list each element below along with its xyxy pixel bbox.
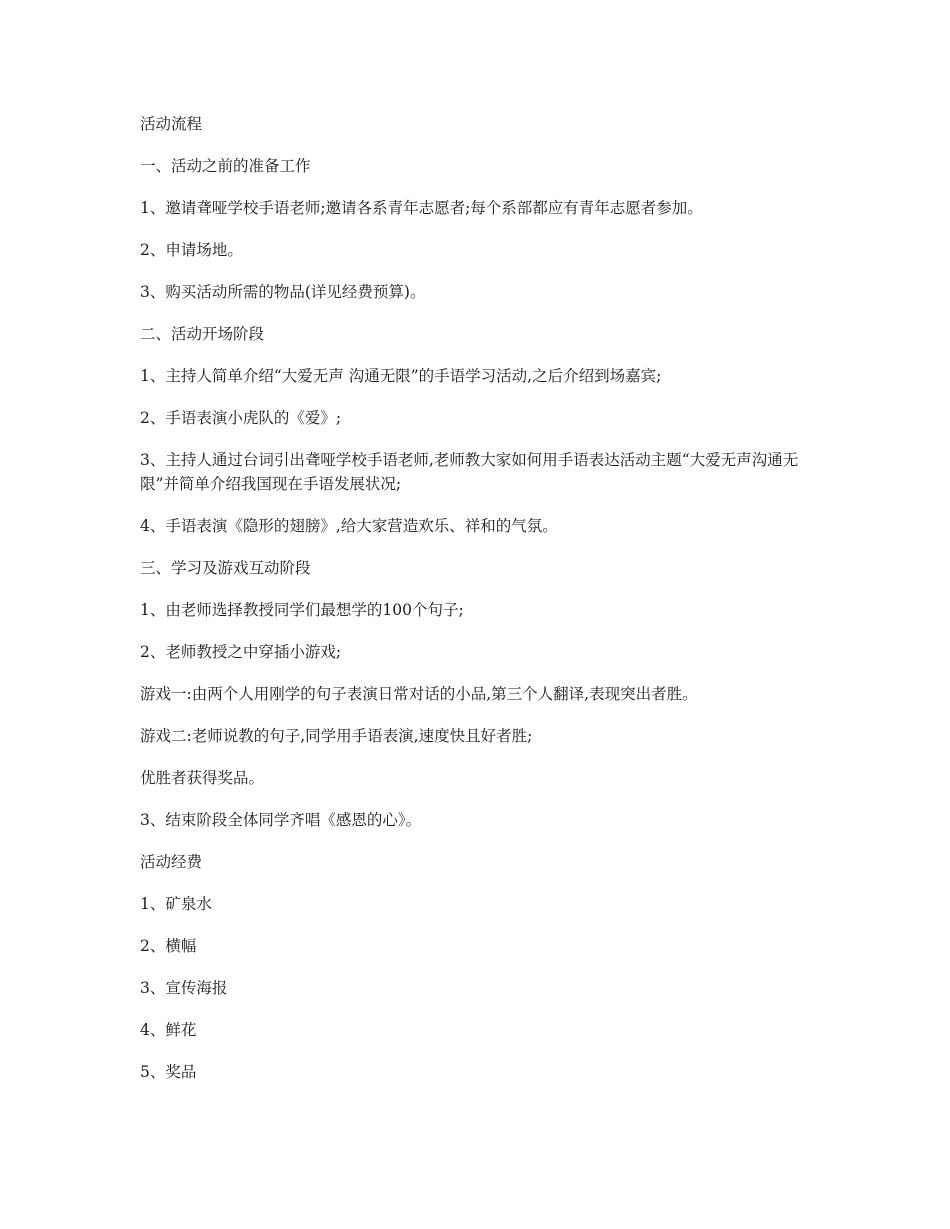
section-heading-learning-games: 三、学习及游戏互动阶段	[140, 559, 311, 577]
section-heading-preparation: 一、活动之前的准备工作	[140, 157, 311, 175]
document-body	[140, 112, 830, 1102]
list-item: 3、主持人通过台词引出聋哑学校手语老师,老师教大家如何用手语表达活动主题“大爱无声沟通无限”并简单介绍我国现在手语发展状况;	[140, 451, 799, 493]
list-item: 3、结束阶段全体同学齐唱《感恩的心》。	[140, 811, 422, 829]
game-description: 游戏二:老师说教的句子,同学用手语表演,速度快且好者胜;	[140, 727, 533, 745]
list-item: 4、鲜花	[140, 1021, 197, 1039]
list-item: 4、手语表演《隐形的翅膀》,给大家营造欢乐、祥和的气氛。	[140, 517, 558, 535]
list-item: 2、老师教授之中穿插小游戏;	[140, 643, 342, 661]
list-item: 3、宣传海报	[140, 979, 228, 997]
list-item: 2、手语表演小虎队的《爱》;	[140, 409, 342, 427]
list-item: 2、申请场地。	[140, 241, 243, 259]
section-heading-opening: 二、活动开场阶段	[140, 325, 265, 343]
list-item: 2、横幅	[140, 937, 197, 955]
list-item: 1、邀请聋哑学校手语老师;邀请各系青年志愿者;每个系部都应有青年志愿者参加。	[140, 199, 703, 217]
list-item: 1、由老师选择教授同学们最想学的100个句子;	[140, 601, 464, 619]
list-item: 5、奖品	[140, 1063, 197, 1081]
game-description: 游戏一:由两个人用刚学的句子表演日常对话的小品,第三个人翻译,表现突出者胜。	[140, 685, 698, 703]
section-heading-budget: 活动经费	[140, 853, 203, 871]
section-heading-activity-flow: 活动流程	[140, 115, 203, 133]
list-item: 1、矿泉水	[140, 895, 212, 913]
paragraph: 优胜者获得奖品。	[140, 769, 265, 787]
list-item: 3、购买活动所需的物品(详见经费预算)。	[140, 283, 426, 301]
list-item: 1、主持人简单介绍“大爱无声 沟通无限”的手语学习活动,之后介绍到场嘉宾;	[140, 367, 662, 385]
